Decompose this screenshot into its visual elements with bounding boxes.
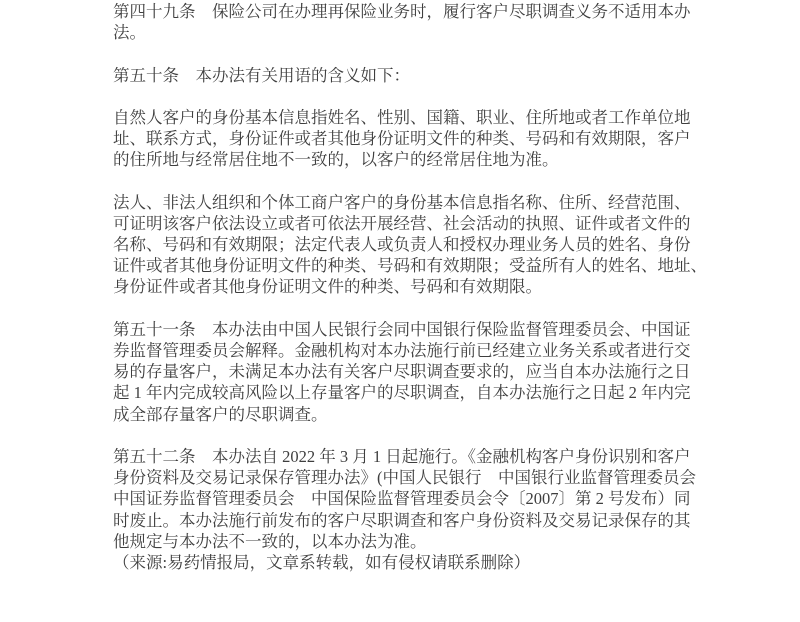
text-line: （来源:易药情报局，文章系转载，如有侵权请联系删除） [113, 552, 531, 572]
text-line: 身份证件或者其他身份证明文件的种类、号码和有效期限。 [113, 277, 542, 297]
paragraph-article-52 [113, 446, 696, 552]
text-line: 的住所地与经常居住地不一致的，以客户的经常居住地为准。 [113, 150, 559, 170]
text-line: 券监督管理委员会解释。金融机构对本办法施行前已经建立业务关系或者进行交 [113, 341, 691, 360]
text-line: 中国证券监督管理委员会 中国保险监督管理委员会令〔2007〕第 2 号发布）同 [113, 489, 691, 509]
text-line: 可证明该客户依法设立或者可依法开展经营、社会活动的执照、证件或者文件的 [113, 213, 691, 233]
paragraph-article-51 [113, 319, 691, 425]
paragraph-natural-person-identity [113, 107, 691, 171]
paragraph-article-50 [113, 65, 685, 86]
text-line: 他规定与本办法不一致的，以本办法为准。 [113, 531, 427, 551]
text-line: 名称、号码和有效期限；法定代表人或负责人和授权办理业务人员的姓名、身份 [113, 235, 691, 255]
text-line: 成全部存量客户的尽职调查。 [113, 404, 328, 424]
text-line: 第四十九条 保险公司在办理再保险业务时，履行客户尽职调查义务不适用本办 [113, 2, 691, 21]
text-line: 自然人客户的身份基本信息指姓名、性别、国籍、职业、住所地或者工作单位地 [113, 107, 691, 127]
paragraph-entity-identity [113, 192, 707, 298]
text-line: 易的存量客户，未满足本办法有关客户尽职调查要求的，应当自本办法施行之日 [113, 362, 691, 382]
text-line: 法人、非法人组织和个体工商户客户的身份基本信息指名称、住所、经营范围、 [113, 192, 691, 212]
text-line: 址、联系方式，身份证件或者其他身份证明文件的种类、号码和有效期限，客户 [113, 129, 691, 149]
text-line: 第五十一条 本办法由中国人民银行会同中国银行保险监督管理委员会、中国证 [113, 319, 691, 339]
text-line: 身份资料及交易记录保存管理办法》(中国人民银行 中国银行业监督管理委员会 [113, 468, 696, 488]
text-line: 法。 [113, 23, 146, 43]
document-text-block [113, 1, 707, 573]
paragraph-article-49 [113, 1, 691, 43]
text-line: 起 1 年内完成较高风险以上存量客户的尽职调查，自本办法施行之日起 2 年内完 [113, 383, 691, 403]
text-line: 证件或者其他身份证明文件的种类、号码和有效期限；受益所有人的姓名、地址、 [113, 256, 707, 276]
source-note [113, 552, 685, 573]
text-line: 时废止。本办法施行前发布的客户尽职调查和客户身份资料及交易记录保存的其 [113, 510, 691, 530]
text-line: 第五十条 本办法有关用语的含义如下： [113, 65, 410, 85]
text-line: 第五十二条 本办法自 2022 年 3 月 1 日起施行。《金融机构客户身份识别和客户 [113, 446, 691, 466]
